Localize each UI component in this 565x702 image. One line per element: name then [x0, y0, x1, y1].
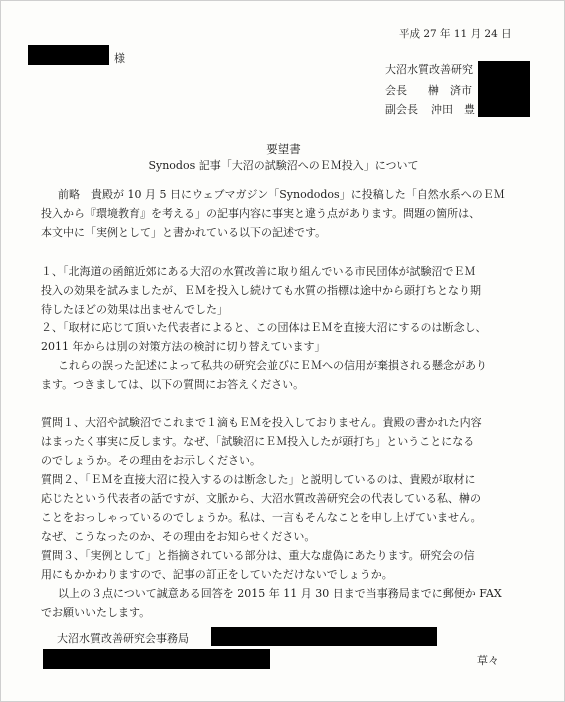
closing-phrase: 草々: [477, 654, 499, 667]
q2-line-3: ことをおっしゃっているのでしょうか。私は、一言もそんなことを申し上げていません。: [41, 511, 482, 524]
intro-line-3: 本文中に「実例として」と書かれている以下の記述です。: [41, 226, 327, 239]
vice-chair-name: 沖田 豊: [431, 103, 475, 116]
organization-name: 大沼水質改善研究: [385, 63, 473, 76]
quote1-line-1: １、「北海道の函館近郊にある大沼の水質改善に取り組んでいる市民団体が試験沼でＥＭ: [41, 265, 476, 278]
redacted-sender-contact: [43, 649, 270, 669]
sender-office: 大沼水質改善研究会事務局: [57, 632, 189, 645]
concern-line-2: ます。つきましては、以下の質問にお答えください。: [41, 378, 305, 391]
quote2-line-1: ２、「取材に応じて頂いた代表者によると、この団体はＥＭを直接大沼にするのは断念し、: [41, 321, 487, 334]
chair-role: 会長: [385, 84, 407, 97]
request-line-2: でお願いいたします。: [41, 606, 151, 619]
q2-line-1: 質問２、「ＥＭを直接大沼に投入するのは断念した」と説明しているのは、貴殿が取材に: [41, 473, 476, 486]
q3-line-2: 用にもかかわりますので、記事の訂正をしていただけないでしょうか。: [41, 568, 393, 581]
intro-line-1: 前略 貴殿が 10 月 5 日にウェブマガジン「Synododos」に投稿した「自然水系へのＥＭ: [58, 188, 505, 201]
chair-name: 榊 済市: [428, 84, 472, 97]
q1-line-2: はまったく事実に反します。なぜ、「試験沼にＥＭ投入したが頭打ち」ということになる: [41, 435, 475, 448]
redacted-sender-address: [211, 627, 437, 646]
q1-line-3: のでしょうか。その理由をお示しください。: [41, 454, 261, 467]
request-line-1: 以上の３点について誠意ある回答を 2015 年 11 月 30 日まで当事務局までに郵便か FAX: [58, 587, 502, 600]
quote2-line-2: 2011 年からは別の対策方法の検討に切り替えています」: [41, 340, 326, 353]
q1-line-1: 質問１、大沼や試験沼でこれまで１滴もＥＭを投入しておりません。貴殿の書かれた内容: [41, 416, 482, 429]
quote1-line-2: 投入の効果を試みましたが、ＥＭを投入し続けても水質の指標は途中から頭打ちとなり期: [41, 284, 481, 297]
q3-line-1: 質問３、「実例として」と指摘されている部分は、重大な虚偽にあたります。研究会の信: [41, 549, 475, 562]
document-title: 要望書: [266, 142, 301, 156]
letter-date: 平成 27 年 11 月 24 日: [399, 28, 512, 40]
redacted-org-suffix: [478, 61, 530, 117]
concern-line-1: これらの誤った記述によって私共の研究会並びにＥＭへの信用が棄損される懸念があり: [58, 359, 487, 372]
vice-chair-role: 副会長: [385, 103, 418, 116]
q2-line-4: なぜ、こうなったのか、その理由をお知らせください。: [41, 530, 316, 543]
redacted-addressee: [28, 45, 109, 65]
quote1-line-3: 待したほどの効果は出ませんでした」: [41, 303, 228, 316]
q2-line-2: 応じたという代表者の話ですが、文脈から、大沼水質改善研究会の代表している私、榊の: [41, 492, 481, 505]
document-subtitle: Synodos 記事「大沼の試験沼へのＥＭ投入」について: [148, 159, 419, 172]
intro-line-2: 投入から『環境教育』を考える」の記事内容に事実と違う点があります。問題の箇所は、: [41, 207, 481, 220]
addressee-honorific: 様: [114, 52, 125, 65]
